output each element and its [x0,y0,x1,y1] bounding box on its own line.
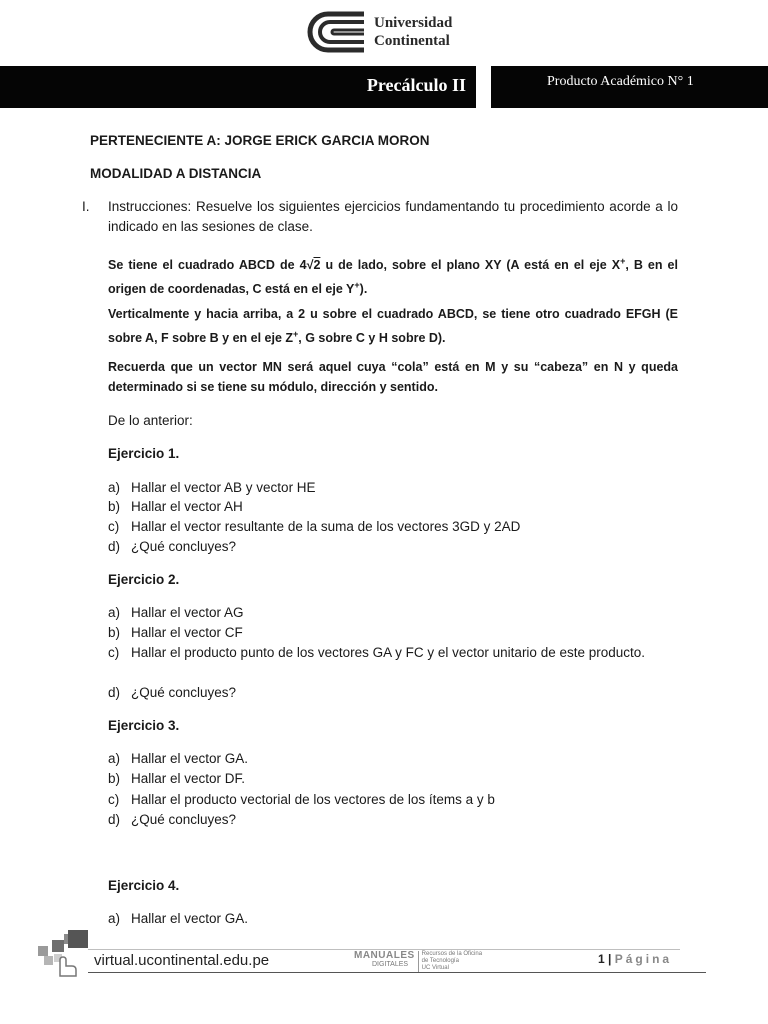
list-item [108,683,236,703]
page-word: Página [614,952,673,966]
brand-line-1: Universidad [374,15,453,31]
continental-logo-icon [306,10,366,54]
item-text: ¿Qué concluyes? [131,812,237,827]
superscript-plus: + [293,329,299,339]
list-item [108,537,236,557]
list-item [108,603,244,623]
section-number: I. [82,199,90,214]
university-logo [306,8,476,56]
statement-1-part-c: , B en el origen de coordenadas, C está en el eje Y [108,258,678,297]
problem-statement-3: Recuerda que un vector MN será aquel cuya “cola” está en M y su “cabeza” en N y queda determinado si se tiene su módulo, dirección y sentido. [108,360,678,394]
instructions-paragraph: Instrucciones: Resuelve los siguientes ejercicios fundamentando tu procedimiento acorde a lo indicado en las sesiones de clase. [108,199,678,234]
exercise-2-title: Ejercicio 2. [108,572,180,587]
item-text: Hallar el vector AH [131,499,243,514]
item-text: Hallar el vector DF. [131,771,246,786]
item-text: ¿Qué concluyes? [131,539,237,554]
manuales-subtitle: DIGITALES [372,961,409,968]
item-label: c) [108,645,120,660]
list-item [108,517,520,537]
page-number: 1 [598,952,605,966]
page-indicator [598,952,672,966]
manuales-digitales-logo [354,951,482,972]
list-item [108,790,495,810]
exercise-1-title: Ejercicio 1. [108,446,180,461]
intro-line: De lo anterior: [108,413,193,428]
owner-line: PERTENECIENTE A: JORGE ERICK GARCIA MORON [90,133,430,148]
item-text: ¿Qué concluyes? [131,685,237,700]
item-label: c) [108,792,120,807]
list-item [108,497,243,517]
list-item [108,623,243,643]
course-banner [0,66,476,108]
statement-1-part-b: u de lado, sobre el plano XY (A está en el eje X [320,258,621,273]
item-label: d) [108,685,121,700]
sqrt-symbol: √ [306,258,314,273]
superscript-plus: + [620,256,626,266]
manuales-title: MANUALES [354,950,415,961]
item-text: Hallar el vector AG [131,605,244,620]
item-label: a) [108,751,121,766]
item-text: Hallar el vector GA. [131,911,249,926]
statement-2-part-a: Verticalmente y hacia arriba, a 2 u sobre el cuadrado ABCD, se tiene otro cuadrado EFGH (E sobre A, F sobre B y en el eje Z [108,307,678,346]
item-label: a) [108,911,121,926]
item-text: Hallar el vector resultante de la suma de los vectores 3GD y 2AD [131,519,521,534]
item-label: b) [108,625,121,640]
exercise-4-title: Ejercicio 4. [108,878,180,893]
modality-line: MODALIDAD A DISTANCIA [90,166,262,181]
problem-statement-2 [108,304,678,348]
course-title: Precálculo II [366,75,466,95]
statement-1-part-d: ). [359,282,368,297]
manuales-text-3: UC Virtual [421,965,449,971]
list-item [108,749,248,769]
list-item [108,769,245,789]
list-item [108,643,678,663]
sqrt-radicand: 2 [313,258,321,273]
item-text: Hallar el producto vectorial de los vectores de los ítems a y b [131,792,495,807]
item-label: a) [108,480,121,495]
manuales-text-2: de Tecnología [421,958,459,964]
footer-divider-bottom [88,972,706,973]
product-title: Producto Académico N° 1 [547,74,694,89]
item-text: Hallar el vector GA. [131,751,249,766]
product-banner [491,66,768,108]
item-label: b) [108,771,121,786]
item-label: c) [108,519,120,534]
item-text: Hallar el producto punto de los vectores GA y FC y el vector unitario de este producto. [131,645,646,660]
brand-line-2: Continental [374,33,450,49]
manuales-text-1: Recursos de la Oficina [421,951,483,957]
item-text: Hallar el vector AB y vector HE [131,480,316,495]
statement-2-part-b: , G sobre C y H sobre D). [298,331,446,346]
problem-statement-1 [108,251,678,299]
item-label: d) [108,539,121,554]
footer-url: virtual.ucontinental.edu.pe [94,952,270,969]
university-name [374,14,452,50]
list-item [108,478,316,498]
list-item [108,909,248,929]
page-separator: | [608,952,612,966]
superscript-plus: + [354,280,360,291]
item-text: Hallar el vector CF [131,625,243,640]
statement-1-part-a: Se tiene el cuadrado ABCD de 4 [108,258,307,273]
virtual-campus-icon [38,930,92,978]
item-label: d) [108,812,121,827]
exercise-3-title: Ejercicio 3. [108,718,180,733]
item-label: b) [108,499,121,514]
item-label: a) [108,605,121,620]
list-item [108,810,236,830]
